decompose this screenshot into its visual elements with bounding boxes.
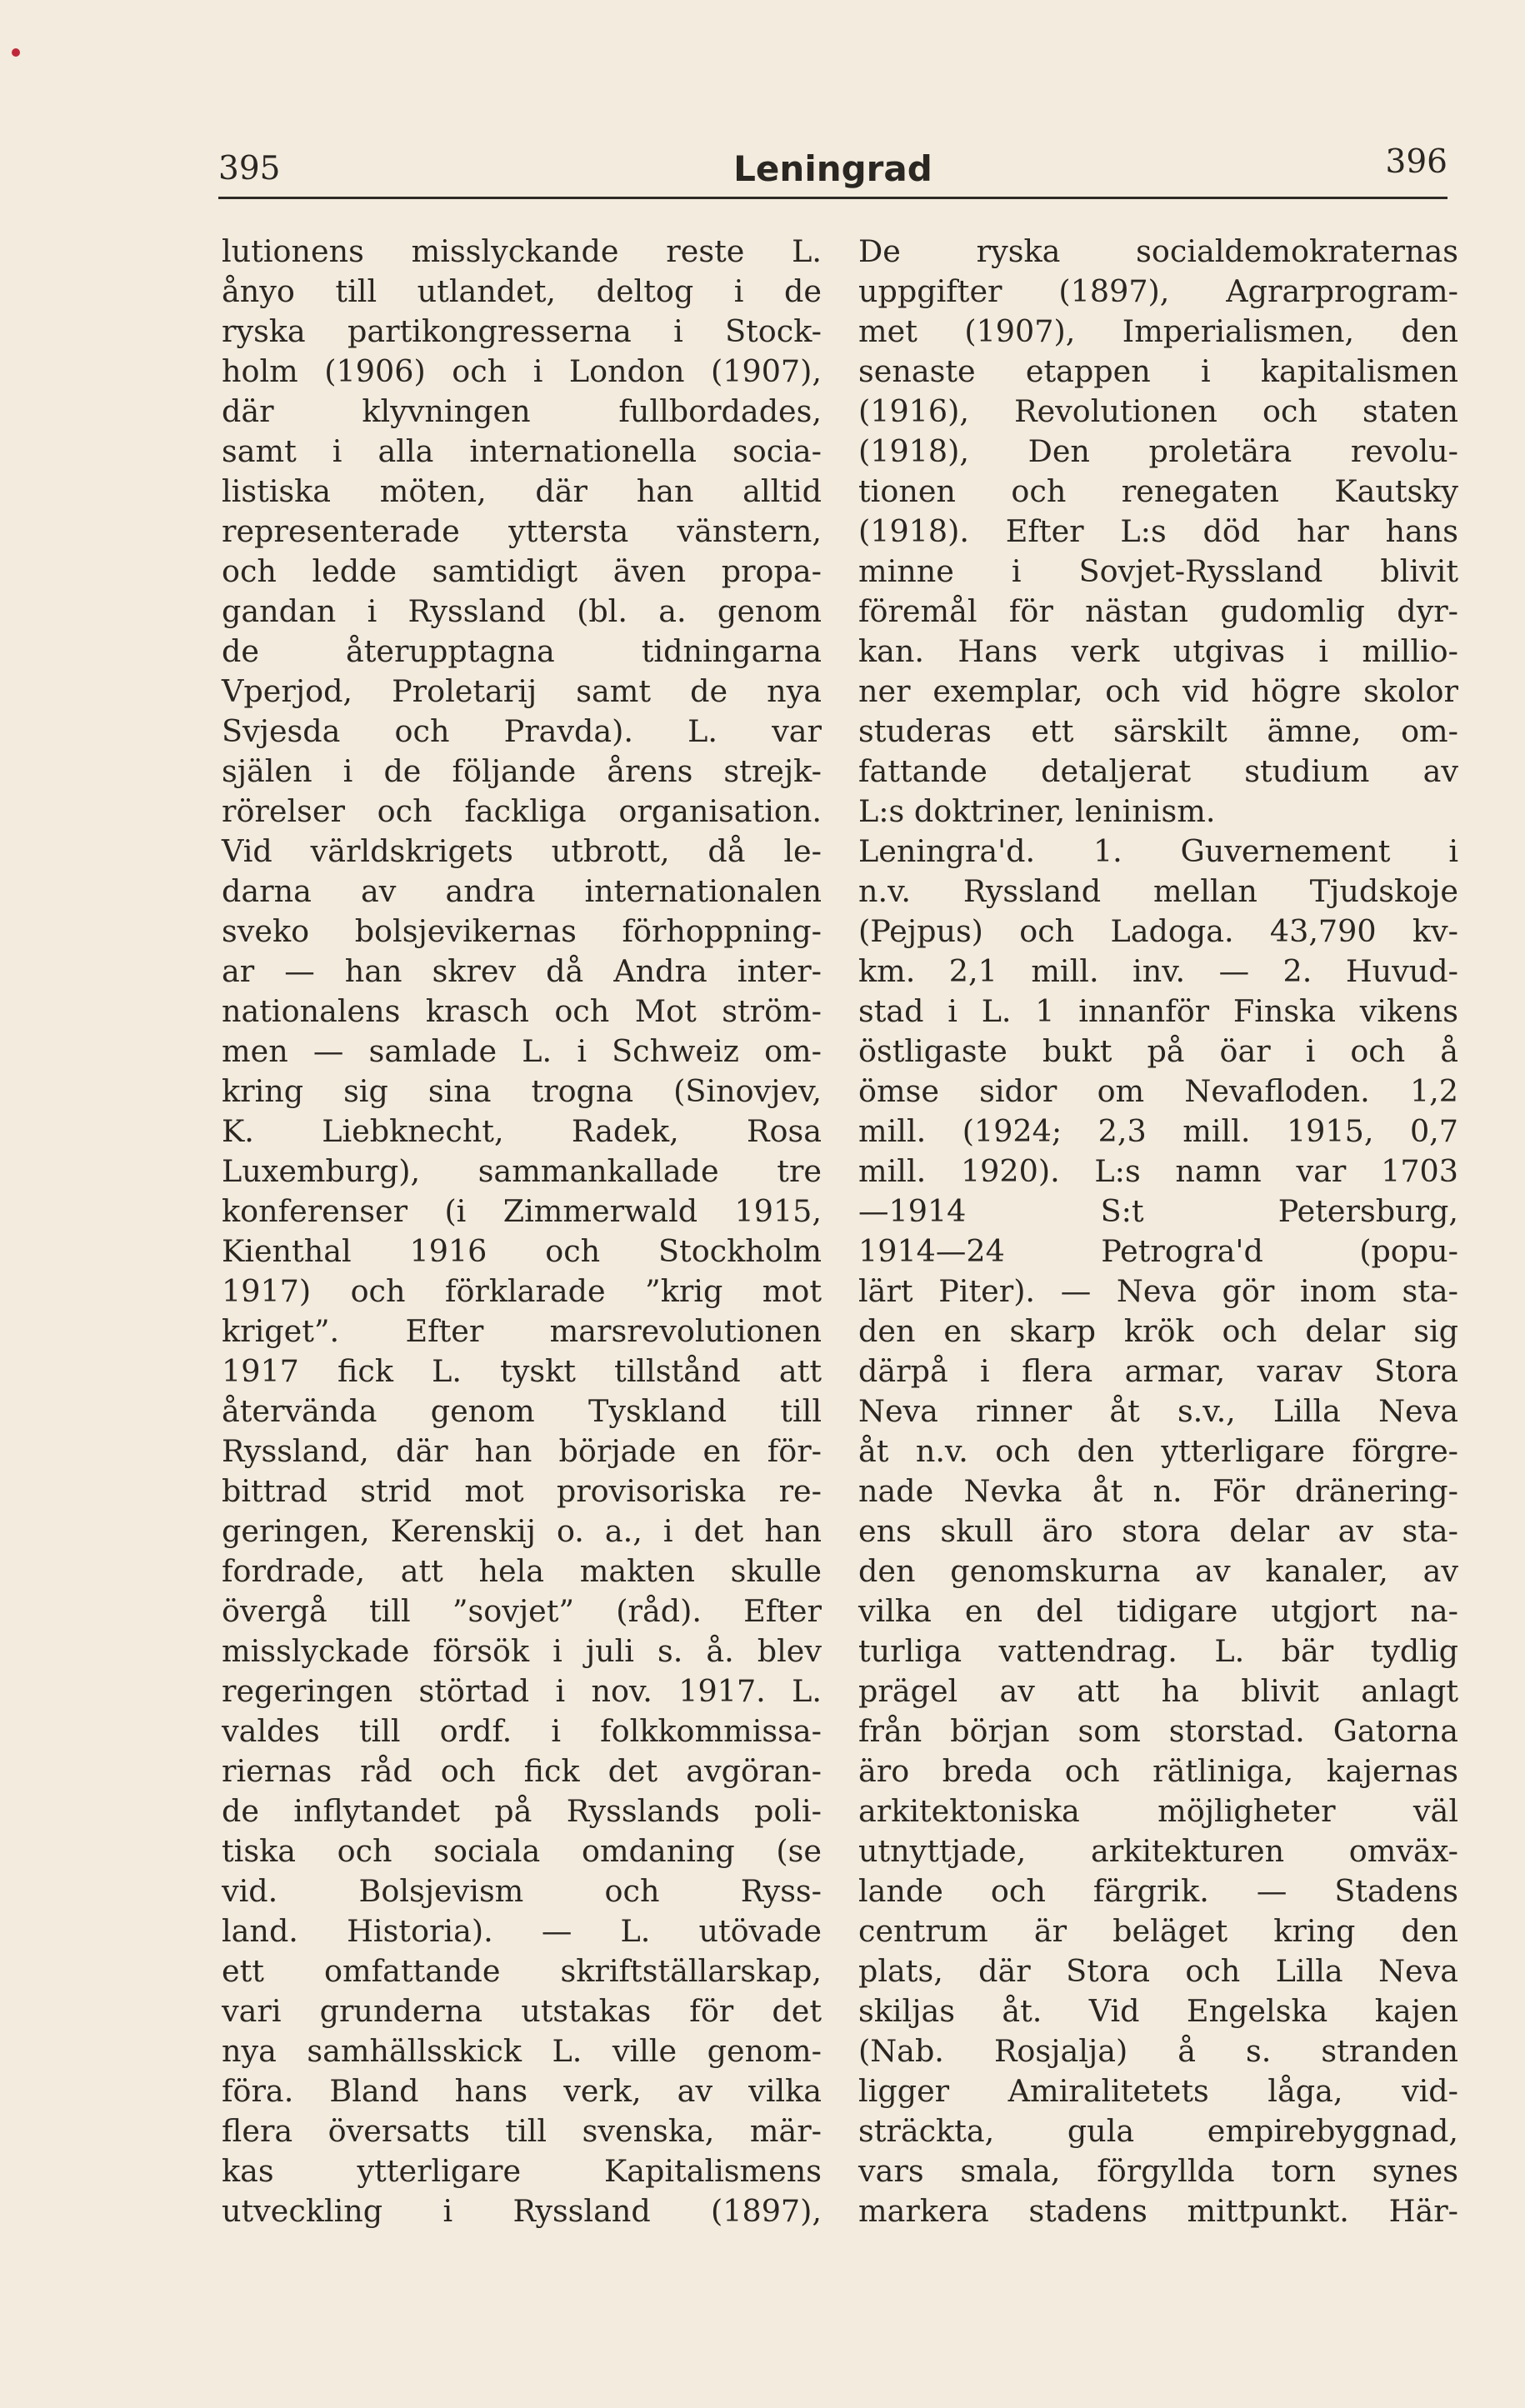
text-line: holm (1906) och i London (1907), <box>222 353 822 389</box>
text-line: utveckling i Ryssland (1897), <box>222 2193 822 2229</box>
text-line: minne i Sovjet-Ryssland blivit <box>858 553 1458 589</box>
text-line: föra. Bland hans verk, av vilka <box>222 2073 822 2109</box>
text-line: land. Historia). — L. utövade <box>222 1913 822 1949</box>
text-line: den en skarp krök och delar sig <box>858 1313 1458 1349</box>
text-line: ömse sidor om Nevafloden. 1,2 <box>858 1073 1458 1109</box>
text-line: nationalens krasch och Mot ström- <box>222 993 822 1029</box>
text-line: ånyo till utlandet, deltog i de <box>222 273 822 309</box>
text-line: Leningra'd. 1. Guvernement i <box>858 833 1458 869</box>
text-line: met (1907), Imperialismen, den <box>858 313 1458 349</box>
text-line: återvända genom Tyskland till <box>222 1393 822 1429</box>
text-line: arkitektoniska möjligheter väl <box>858 1793 1458 1829</box>
text-line: fordrade, att hela makten skulle <box>222 1553 822 1589</box>
text-line: flera översatts till svenska, mär- <box>222 2113 822 2149</box>
text-line: 1914—24 Petrogra'd (popu- <box>858 1233 1458 1269</box>
text-line: regeringen störtad i nov. 1917. L. <box>222 1673 822 1709</box>
text-line: (Pejpus) och Ladoga. 43,790 kv- <box>858 913 1458 949</box>
text-line: turliga vattendrag. L. bär tydlig <box>858 1633 1458 1669</box>
text-line: själen i de följande årens strejk- <box>222 753 822 789</box>
page-number-right: 396 <box>1385 143 1448 181</box>
text-line: Luxemburg), sammankallade tre <box>222 1153 822 1189</box>
text-line: vid. Bolsjevism och Ryss- <box>222 1873 822 1909</box>
text-line: —1914 S:t Petersburg, <box>858 1193 1458 1229</box>
margin-mark <box>12 48 20 57</box>
text-line: studeras ett särskilt ämne, om- <box>858 713 1458 749</box>
text-line: Kienthal 1916 och Stockholm <box>222 1233 822 1269</box>
text-line: sveko bolsjevikernas förhoppning- <box>222 913 822 949</box>
text-line: lande och färgrik. — Stadens <box>858 1873 1458 1909</box>
text-line: 1917 fick L. tyskt tillstånd att <box>222 1353 822 1389</box>
text-line: de inflytandet på Rysslands poli- <box>222 1793 822 1829</box>
left-column <box>222 232 822 2231</box>
text-line: misslyckade försök i juli s. å. blev <box>222 1633 822 1669</box>
text-line: K. Liebknecht, Radek, Rosa <box>222 1113 822 1149</box>
text-line: valdes till ordf. i folkkommissa- <box>222 1713 822 1749</box>
text-line: centrum är beläget kring den <box>858 1913 1458 1949</box>
text-line: äro breda och rätliniga, kajernas <box>858 1753 1458 1789</box>
text-line: där klyvningen fullbordades, <box>222 393 822 429</box>
text-line: representerade yttersta vänstern, <box>222 513 822 549</box>
text-line: skiljas åt. Vid Engelska kajen <box>858 1993 1458 2029</box>
text-line: Vperjod, Proletarij samt de nya <box>222 673 822 709</box>
text-line: östligaste bukt på öar i och å <box>858 1033 1458 1069</box>
text-line: ner exemplar, och vid högre skolor <box>858 673 1458 709</box>
text-line: km. 2,1 mill. inv. — 2. Huvud- <box>858 953 1458 989</box>
text-line: nya samhällsskick L. ville genom- <box>222 2033 822 2069</box>
text-line: 1917) och förklarade ”krig mot <box>222 1273 822 1309</box>
text-line: konferenser (i Zimmerwald 1915, <box>222 1193 822 1229</box>
page-number-left: 395 <box>218 150 281 187</box>
text-line: uppgifter (1897), Agrarprogram- <box>858 273 1458 309</box>
text-line: ens skull äro stora delar av sta- <box>858 1513 1458 1549</box>
text-line: riernas råd och fick det avgöran- <box>222 1753 822 1789</box>
text-line: (1918). Efter L:s död har hans <box>858 513 1458 549</box>
text-line: ryska partikongresserna i Stock- <box>222 313 822 349</box>
text-line: utnyttjade, arkitekturen omväx- <box>858 1833 1458 1869</box>
text-line: geringen, Kerenskij o. a., i det han <box>222 1513 822 1549</box>
text-line: Svjesda och Pravda). L. var <box>222 713 822 749</box>
text-line: vari grunderna utstakas för det <box>222 1993 822 2029</box>
text-line: n.v. Ryssland mellan Tjudskoje <box>858 873 1458 909</box>
text-line: mill. (1924; 2,3 mill. 1915, 0,7 <box>858 1113 1458 1149</box>
text-line: (Nab. Rosjalja) å s. stranden <box>858 2033 1458 2069</box>
text-line: De ryska socialdemokraternas <box>858 233 1458 269</box>
text-line: åt n.v. och den ytterligare förgre- <box>858 1433 1458 1469</box>
text-line: ligger Amiralitetets låga, vid- <box>858 2073 1458 2109</box>
text-line: kas ytterligare Kapitalismens <box>222 2153 822 2189</box>
header-rule <box>218 197 1448 199</box>
text-line: därpå i flera armar, varav Stora <box>858 1353 1458 1389</box>
text-line: (1916), Revolutionen och staten <box>858 393 1458 429</box>
text-line: L:s doktriner, leninism. <box>858 793 1216 829</box>
text-line: Vid världskrigets utbrott, då le- <box>222 833 822 869</box>
text-line: vilka en del tidigare utgjort na- <box>858 1593 1458 1629</box>
text-line: kan. Hans verk utgivas i millio- <box>858 633 1458 669</box>
text-line: plats, där Stora och Lilla Neva <box>858 1953 1458 1989</box>
text-line: (1918), Den proletära revolu- <box>858 433 1458 469</box>
text-line: övergå till ”sovjet” (råd). Efter <box>222 1593 822 1629</box>
text-line: darna av andra internationalen <box>222 873 822 909</box>
text-line: sträckta, gula empirebyggnad, <box>858 2113 1458 2149</box>
text-line: ett omfattande skriftställarskap, <box>222 1953 822 1989</box>
text-line: kring sig sina trogna (Sinovjev, <box>222 1073 822 1109</box>
text-line: och ledde samtidigt även propa- <box>222 553 822 589</box>
text-line: tiska och sociala omdaning (se <box>222 1833 822 1869</box>
text-line: prägel av att ha blivit anlagt <box>858 1673 1458 1709</box>
text-line: senaste etappen i kapitalismen <box>858 353 1458 389</box>
text-line: stad i L. 1 innanför Finska vikens <box>858 993 1458 1029</box>
text-line: fattande detaljerat studium av <box>858 753 1458 789</box>
text-line: rörelser och fackliga organisation. <box>222 793 822 829</box>
text-line: men — samlade L. i Schweiz om- <box>222 1033 822 1069</box>
text-line: lärt Piter). — Neva gör inom sta- <box>858 1273 1458 1309</box>
text-line: de återupptagna tidningarna <box>222 633 822 669</box>
text-line: samt i alla internationella socia- <box>222 433 822 469</box>
text-line: Ryssland, där han började en för- <box>222 1433 822 1469</box>
text-line: kriget”. Efter marsrevolutionen <box>222 1313 822 1349</box>
text-line: gandan i Ryssland (bl. a. genom <box>222 593 822 629</box>
text-line: den genomskurna av kanaler, av <box>858 1553 1458 1589</box>
text-line: bittrad strid mot provisoriska re- <box>222 1473 822 1509</box>
right-column <box>858 232 1458 2231</box>
text-line: lutionens misslyckande reste L. <box>222 233 822 269</box>
text-line: Neva rinner åt s.v., Lilla Neva <box>858 1393 1458 1429</box>
text-line: markera stadens mittpunkt. Här- <box>858 2193 1458 2229</box>
text-line: ar — han skrev då Andra inter- <box>222 953 822 989</box>
text-line: nade Nevka åt n. För dränering- <box>858 1473 1458 1509</box>
page-header <box>218 140 1448 200</box>
text-line: mill. 1920). L:s namn var 1703 <box>858 1153 1458 1189</box>
text-line: föremål för nästan gudomlig dyr- <box>858 593 1458 629</box>
running-head-title: Leningrad <box>733 148 932 189</box>
text-line: från början som storstad. Gatorna <box>858 1713 1458 1749</box>
text-line: tionen och renegaten Kautsky <box>858 473 1458 509</box>
text-line: listiska möten, där han alltid <box>222 473 822 509</box>
text-line: vars smala, förgyllda torn synes <box>858 2153 1458 2189</box>
